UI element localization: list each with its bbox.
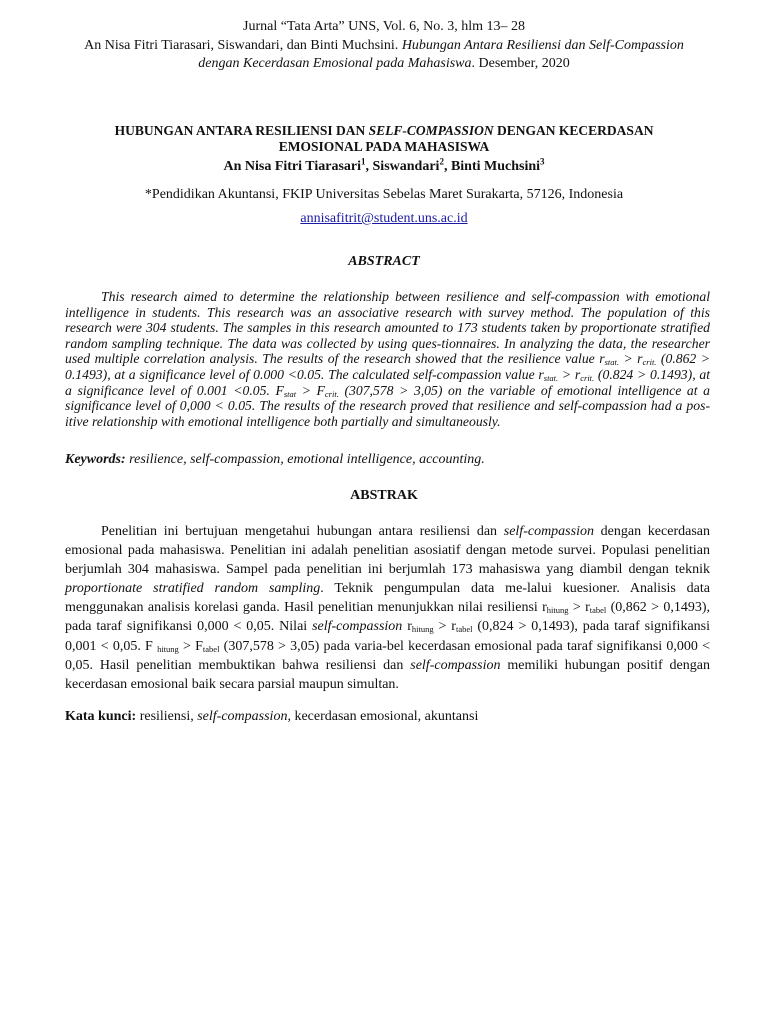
- keywords-list: resilience, self-compassion, emotional intelligence, accounting.: [125, 452, 485, 467]
- keywords-label: Keywords:: [65, 452, 126, 467]
- kata-kunci: Kata kunci: resiliensi, self-compassion, kecerdasan emosional, akuntansi: [65, 709, 479, 724]
- author-list: An Nisa Fitri Tiarasari$^1$, Siswandari$^2$, Binti Muchsini$^3$: [223, 156, 545, 174]
- affiliation: *Pendidikan Akuntansi, FKIP Universitas Sebelas Maret Surakarta, 57126, Indonesia: [144, 187, 624, 202]
- kata-kunci-label: Kata kunci:: [65, 709, 137, 724]
- author-name: Binti Muchsini: [450, 159, 541, 174]
- abstrak-body: Penelitian ini bertujuan mengetahui hubungan antara resiliensi dan self-compassion dengan kecerdasan emosional pada mahasiswa. Penelitian ini adalah penelitian asosiatif dengan metode survei. Populasi penelitian berjumlah 304 mahasiswa. Sampel pada penelitian ini berjumlah 173 mahasiswa yang diambil dengan teknik proportionate stratified random sampling. Teknik pengumpulan data me-lalui kuesioner. Analisis data menggunakan analisis korelasi ganda. Hasil penelitian menunjukkan nilai resiliensi $r_{hitung} > r_{tabel}$ (0,862 > 0,1493), pada taraf signifikansi 0,000 < 0,05. Nilai self-compassion $r_{hitung} > r_{tabel}$ (0,824 > 0,1493), pada taraf signifikansi 0,001 < 0,05. F $_{hitung} > F_{tabel}$ (307,578 > 3,05) pada varia-bel kecerdasan emosional pada taraf signifikansi 0,000 < 0,05. Hasil penelitian membuktikan bahwa resiliensi dan self-compassion memiliki hubungan positif dengan kecerdasan emosional baik secara parsial maupun simultan.: [65, 524, 710, 692]
- citation-title-part1: Hubungan Antara Resiliensi dan Self-Compassion: [401, 38, 684, 53]
- citation-line: [40, 37, 728, 55]
- citation-date: . Desember, 2020: [471, 56, 570, 71]
- citation-authors: An Nisa Fitri Tiarasari, Siswandari, dan Binti Muchsini.: [84, 38, 399, 53]
- email-line: [40, 211, 728, 227]
- abstrak-heading: ABSTRAK: [350, 488, 418, 503]
- author-name: An Nisa Fitri Tiarasari: [223, 159, 362, 174]
- citation-title-part2: dengan Kecerdasan Emosional pada Mahasiswa: [198, 56, 472, 71]
- paper-title: HUBUNGAN ANTARA RESILIENSI DAN SELF-COMPASSION DENGAN KECERDASAN EMOSIONAL PADA MAHASISWA: [114, 123, 654, 154]
- author-name: Siswandari: [372, 159, 440, 174]
- abstract-heading: ABSTRACT: [348, 254, 420, 269]
- citation-line-2: [40, 55, 728, 73]
- abstract-body: This research aimed to determine the relationship between resilience and self-compassion with emotional intelligence in students. This research was an associative research with survey method. The population of this research were 304 students. The samples in this research amounted to 173 students taken by proportionate stratified random sampling technique. The data was collected by using ques-tionnaires. In analyzing the data, the researcher used multiple correlation analysis. The results of the research showed that the resilience value $r_{stat.} > r_{crit.}$ (0.862 > 0.1493), at a significance level of 0.000 <0.05. The calculated self-compassion value $r_{stat.} > r_{crit.}$ (0.824 > 0.1493), at a significance level of 0.001 <0.05. $F_{stat} > F_{crit.}$ (307,578 > 3,05) on the variable of emotional intelligence at a significance level of 0,000 < 0.05. The results of the research proved that resilience and self-compassion had a pos-itive relationship with emotional intelligence both partially and simultaneously.: [65, 289, 711, 429]
- keywords: [65, 452, 710, 468]
- journal-line: Jurnal “Tata Arta” UNS, Vol. 6, No. 3, hlm 13– 28: [243, 19, 525, 34]
- email-link[interactable]: annisafitrit@student.uns.ac.id: [300, 211, 468, 226]
